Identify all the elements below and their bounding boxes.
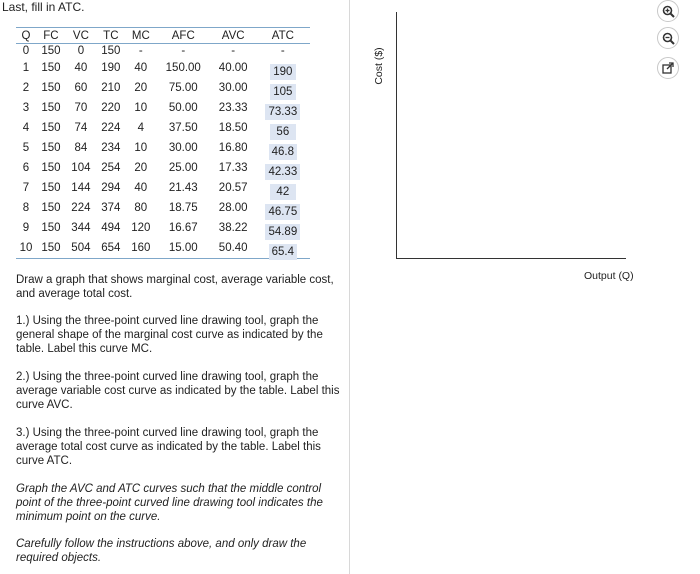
cell-afc: - xyxy=(181,45,186,57)
table-row xyxy=(16,218,310,238)
atc-answer-box[interactable]: 105 xyxy=(270,84,296,100)
cell-afc: 15.00 xyxy=(168,242,198,254)
table-row xyxy=(16,58,310,78)
cell-atc xyxy=(256,58,310,78)
cell-atc: - xyxy=(280,45,285,57)
main-instruction: Draw a graph that shows marginal cost, average variable cost, and average total cost. xyxy=(16,274,334,300)
cell-tc: 654 xyxy=(101,242,121,254)
cell-atc xyxy=(256,138,310,158)
cell-mc: 80 xyxy=(134,202,148,214)
table-row xyxy=(16,98,310,118)
panel-divider xyxy=(349,0,350,574)
cell-avc: 28.00 xyxy=(218,202,248,214)
cell-afc: 18.75 xyxy=(168,202,198,214)
cell-vc: 74 xyxy=(74,122,88,134)
cell-avc: - xyxy=(231,45,236,57)
cell-q: 7 xyxy=(22,182,30,194)
cell-avc: 17.33 xyxy=(218,162,248,174)
cell-q: 2 xyxy=(22,82,30,94)
cell-vc: 344 xyxy=(71,222,91,234)
header-avc: AVC xyxy=(221,29,245,42)
cell-fc: 150 xyxy=(41,162,61,174)
cell-fc: 150 xyxy=(41,142,61,154)
zoom-in-icon xyxy=(662,5,675,18)
cell-vc: 504 xyxy=(71,242,91,254)
cell-atc xyxy=(256,178,310,198)
cell-afc: 21.43 xyxy=(168,182,198,194)
cell-fc: 150 xyxy=(41,82,61,94)
popout-button[interactable] xyxy=(657,57,679,79)
header-afc: AFC xyxy=(171,29,195,42)
cell-afc: 16.67 xyxy=(168,222,198,234)
cell-fc: 150 xyxy=(41,102,61,114)
cell-afc: 37.50 xyxy=(168,122,198,134)
header-atc: ATC xyxy=(271,29,294,42)
table-row xyxy=(16,158,310,178)
cell-mc: 120 xyxy=(131,222,151,234)
cell-atc xyxy=(256,98,310,118)
note-careful: Carefully follow the instructions above, and only draw the required objects. xyxy=(16,538,307,564)
step1-text: 1.) Using the three-point curved line drawing tool, graph the general shape of the marginal cost curve as indicated by the table. Label this curve MC. xyxy=(16,315,323,355)
table-row xyxy=(16,118,310,138)
cell-avc: 40.00 xyxy=(218,62,248,74)
cell-tc: 224 xyxy=(101,122,121,134)
cell-vc: 70 xyxy=(74,102,88,114)
header-mc: MC xyxy=(131,29,150,42)
step2-text: 2.) Using the three-point curved line drawing tool, graph the average variable cost curve as indicated by the table. Label this curve AVC. xyxy=(16,371,340,411)
cell-fc: 150 xyxy=(41,242,61,254)
cell-q: 3 xyxy=(22,102,30,114)
cell-tc: 294 xyxy=(101,182,121,194)
cell-afc: 75.00 xyxy=(168,82,198,94)
cell-tc: 494 xyxy=(101,222,121,234)
cell-fc: 150 xyxy=(41,222,61,234)
cell-afc: 30.00 xyxy=(168,142,198,154)
cell-avc: 20.57 xyxy=(218,182,248,194)
cell-tc: 210 xyxy=(101,82,121,94)
cost-table xyxy=(16,27,310,259)
atc-answer-box[interactable]: 46.75 xyxy=(265,204,300,220)
cell-mc: 40 xyxy=(134,182,148,194)
zoom-in-button[interactable] xyxy=(657,0,679,22)
cell-avc: 18.50 xyxy=(218,122,248,134)
cell-avc: 23.33 xyxy=(218,102,248,114)
graph-area[interactable] xyxy=(362,0,652,300)
cell-mc: 4 xyxy=(137,122,144,134)
x-axis-label: Output (Q) xyxy=(584,270,634,282)
cell-atc xyxy=(256,218,310,238)
cell-vc: 104 xyxy=(71,162,91,174)
step2-instruction xyxy=(16,370,346,412)
atc-answer-box[interactable]: 190 xyxy=(270,64,296,80)
table-row xyxy=(16,198,310,218)
cell-mc: 160 xyxy=(131,242,151,254)
cell-avc: 38.22 xyxy=(218,222,248,234)
cell-q: 5 xyxy=(22,142,30,154)
cell-mc: - xyxy=(138,45,143,57)
cell-tc: 374 xyxy=(101,202,121,214)
popout-icon xyxy=(662,62,674,74)
cell-tc: 220 xyxy=(101,102,121,114)
step3-text: 3.) Using the three-point curved line drawing tool, graph the average total cost curve as indicated by the table. Label this curve ATC. xyxy=(16,427,321,467)
header-q: Q xyxy=(21,29,31,42)
cell-q: 8 xyxy=(22,202,30,214)
cell-vc: 144 xyxy=(71,182,91,194)
table-row xyxy=(16,78,310,98)
atc-answer-box[interactable]: 42.33 xyxy=(265,164,300,180)
cell-avc: 30.00 xyxy=(218,82,248,94)
cell-afc: 25.00 xyxy=(168,162,198,174)
cell-q: 9 xyxy=(22,222,30,234)
atc-answer-box[interactable]: 54.89 xyxy=(265,224,300,240)
y-axis-label: Cost ($) xyxy=(373,47,385,85)
note-minimum-point: Graph the AVC and ATC curves such that the middle control point of the three-point curved line drawing tool indicates the minimum point on the curve. xyxy=(16,483,323,523)
cell-mc: 40 xyxy=(134,62,148,74)
atc-answer-box[interactable]: 73.33 xyxy=(265,104,300,120)
atc-answer-box[interactable]: 42 xyxy=(270,184,296,200)
step3-instruction xyxy=(16,426,346,468)
cell-vc: 84 xyxy=(74,142,88,154)
cell-atc xyxy=(256,158,310,178)
cell-fc: 150 xyxy=(41,45,61,57)
cell-tc: 234 xyxy=(101,142,121,154)
cell-q: 10 xyxy=(19,242,33,254)
y-axis xyxy=(396,12,397,258)
x-axis xyxy=(396,258,626,259)
cell-q: 1 xyxy=(22,62,30,74)
cell-atc xyxy=(256,78,310,98)
header-fc: FC xyxy=(43,29,59,42)
cell-fc: 150 xyxy=(41,122,61,134)
cell-atc xyxy=(256,238,310,259)
cell-vc: 0 xyxy=(77,45,85,57)
cell-fc: 150 xyxy=(41,62,61,74)
atc-answer-box[interactable]: 56 xyxy=(270,124,296,140)
cell-avc: 16.80 xyxy=(218,142,248,154)
cell-avc: 50.40 xyxy=(218,242,248,254)
cell-mc: 20 xyxy=(134,82,148,94)
zoom-out-button[interactable] xyxy=(657,27,679,49)
table-row xyxy=(16,178,310,198)
header-tc: TC xyxy=(103,29,119,42)
cell-atc xyxy=(256,198,310,218)
cell-fc: 150 xyxy=(41,202,61,214)
cell-tc: 190 xyxy=(101,62,121,74)
cell-q: 6 xyxy=(22,162,30,174)
cell-vc: 224 xyxy=(71,202,91,214)
atc-answer-box[interactable]: 46.8 xyxy=(269,144,297,160)
cell-mc: 10 xyxy=(134,102,148,114)
cell-vc: 60 xyxy=(74,82,88,94)
cell-afc: 150.00 xyxy=(165,62,201,74)
intro-text: Last, fill in ATC. xyxy=(2,0,85,14)
cell-vc: 40 xyxy=(74,62,88,74)
zoom-out-icon xyxy=(662,32,675,45)
cell-afc: 50.00 xyxy=(168,102,198,114)
cell-fc: 150 xyxy=(41,182,61,194)
header-vc: VC xyxy=(72,29,89,42)
cell-mc: 20 xyxy=(134,162,148,174)
atc-answer-box[interactable]: 65.4 xyxy=(269,244,297,260)
cell-mc: 10 xyxy=(134,142,148,154)
step1-instruction xyxy=(16,314,346,356)
table-row xyxy=(16,238,310,259)
table-header-row xyxy=(16,28,310,44)
cell-q: 4 xyxy=(22,122,30,134)
table-row xyxy=(16,138,310,158)
table-row xyxy=(16,44,310,59)
cell-tc: 254 xyxy=(101,162,121,174)
cell-q: 0 xyxy=(22,45,30,57)
table-body xyxy=(16,44,310,259)
cell-atc xyxy=(256,118,310,138)
cell-tc: 150 xyxy=(101,45,121,57)
